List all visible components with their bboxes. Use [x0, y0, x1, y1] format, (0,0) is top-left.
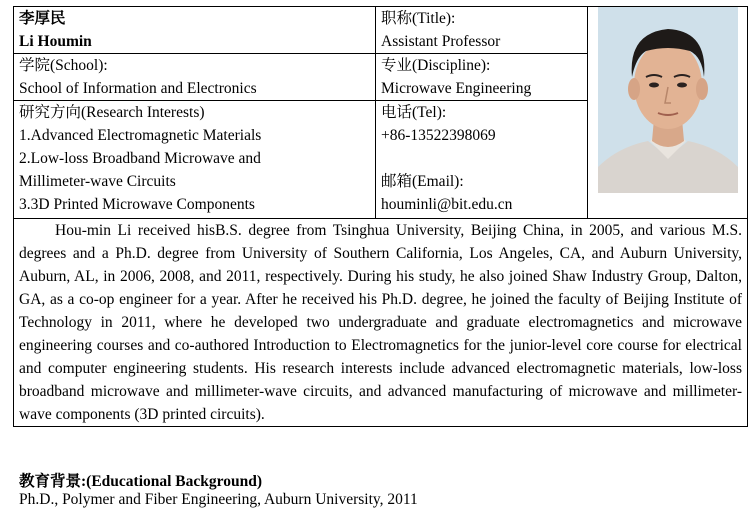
- email-value: houminli@bit.edu.cn: [381, 196, 513, 213]
- portrait-photo: [598, 7, 738, 193]
- tel-value: +86-13522398069: [381, 127, 496, 144]
- title-cell: [376, 7, 588, 54]
- tel-label: 电话(Tel):: [381, 104, 447, 121]
- research-cell: [14, 101, 376, 219]
- contact-cell: [376, 101, 588, 219]
- discipline-label: 专业(Discipline):: [381, 57, 491, 74]
- title-value: Assistant Professor: [381, 33, 501, 50]
- research-label: 研究方向(Research Interests): [19, 104, 205, 121]
- name-chinese: 李厚民: [19, 10, 66, 27]
- title-label: 职称(Title):: [381, 10, 456, 27]
- research-item: 1.Advanced Electromagnetic Materials: [19, 127, 262, 144]
- research-item: 3.3D Printed Microwave Components: [19, 196, 255, 213]
- school-label: 学院(School):: [19, 57, 108, 74]
- discipline-cell: [376, 54, 588, 101]
- bio-cell: [14, 219, 748, 427]
- school-cell: [14, 54, 376, 101]
- photo-cell: [588, 7, 748, 219]
- name-cell: [14, 7, 376, 54]
- research-item: Millimeter-wave Circuits: [19, 173, 176, 190]
- email-label: 邮箱(Email):: [381, 173, 464, 190]
- bio-text: Hou-min Li received hisB.S. degree from Tsinghua University, Beijing China, in 2005, and various M.S. degrees and a Ph.D. degree from University of Southern California, Los Angeles, CA, and Auburn University, Auburn, AL, in 2006, 2008, and 2011, respectively. During his study, he also joined Shaw Industry Group, Dalton, GA, as a co-op engineer for a year. After he received his Ph.D. degree, he joined the faculty of Beijing Institute of Technology in 2011, where he developed two undergraduate and graduate electromagnetics and microwave engineering courses and co-authored Introduction to Electromagnetics for the junior-level core course for electrical and computer engineering students. His research interests include advanced electromagnetic materials, low-loss broadband microwave and millimeter-wave circuits, and advanced manufacturing of microwave and millimeter-wave components (3D printed circuits).: [19, 222, 742, 423]
- name-english: Li Houmin: [19, 33, 92, 50]
- discipline-value: Microwave Engineering: [381, 80, 532, 97]
- profile-table: [13, 6, 748, 427]
- education-heading: 教育背景:(Educational Background): [19, 473, 263, 490]
- school-value: School of Information and Electronics: [19, 80, 257, 97]
- research-item: 2.Low-loss Broadband Microwave and: [19, 150, 261, 167]
- education-item: Ph.D., Polymer and Fiber Engineering, Auburn University, 2011: [19, 491, 418, 508]
